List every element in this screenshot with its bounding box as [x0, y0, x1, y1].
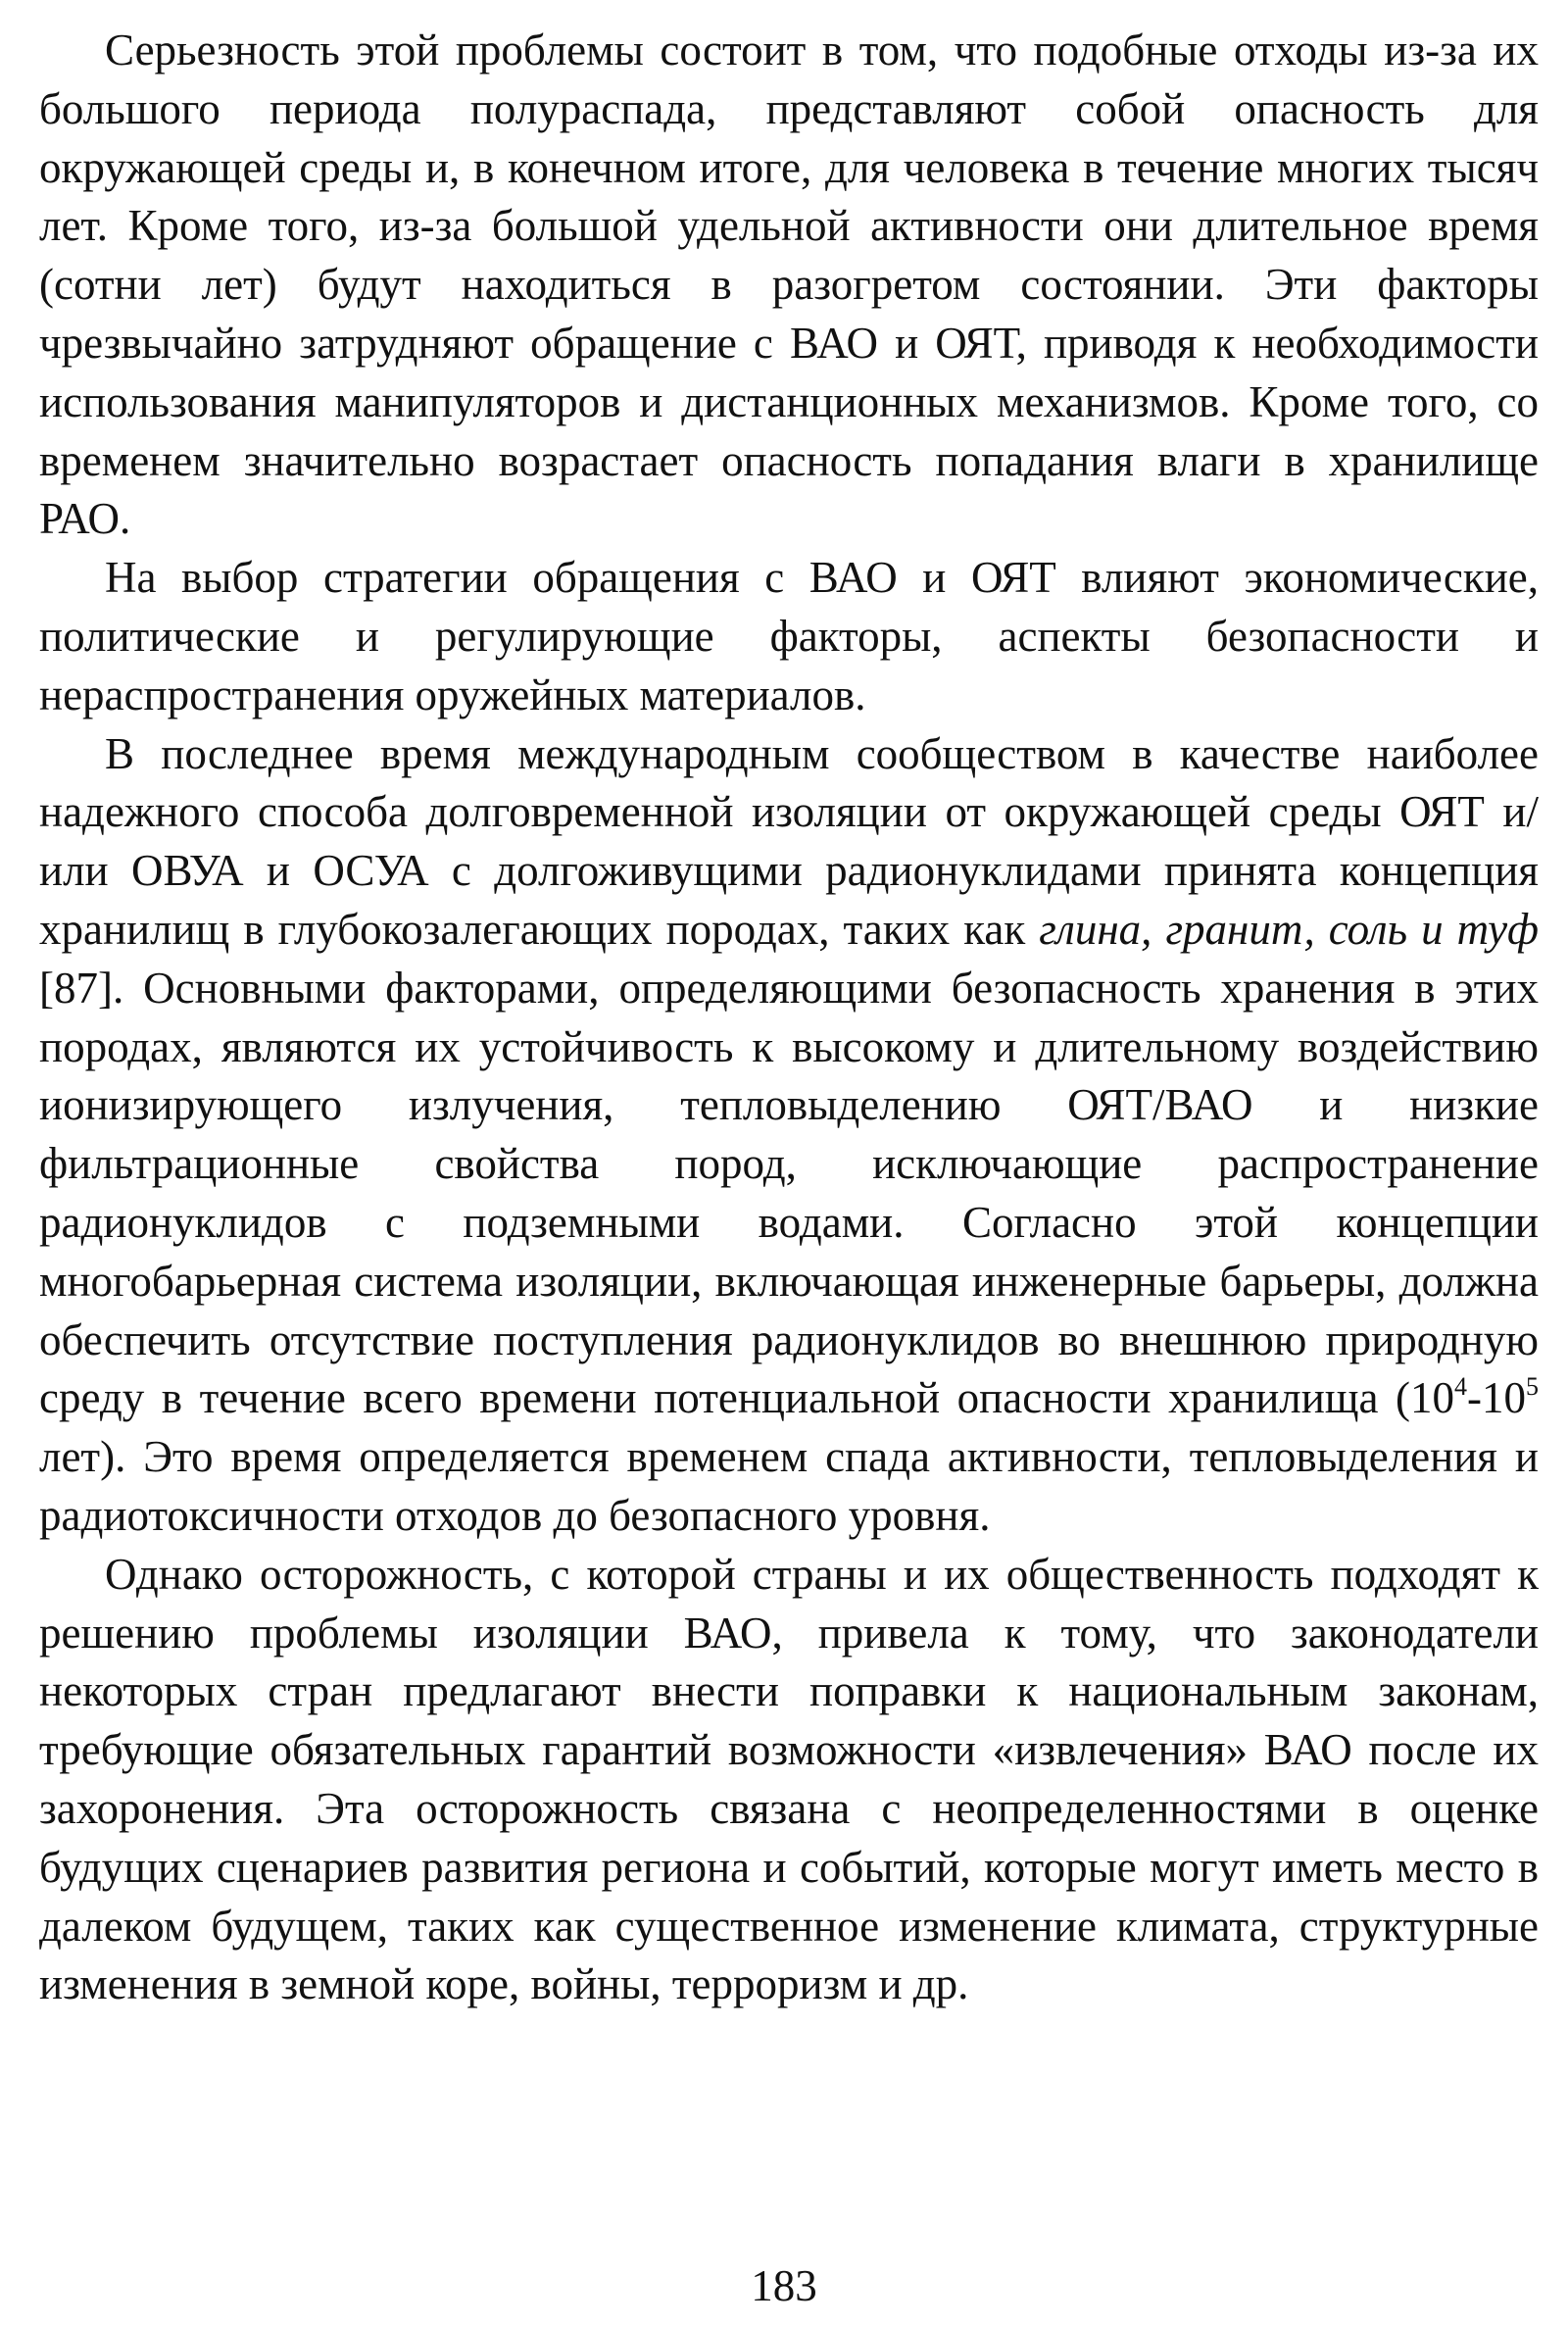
paragraph-3-text-end: лет). Это время определяется временем спада активности, тепловыделения и радиотоксичности отходов до безопасного уровня.	[39, 1432, 1539, 1540]
paragraph-3	[39, 725, 1539, 1546]
page-number: 183	[751, 2261, 817, 2310]
paragraph-3-range-dash: -10	[1467, 1373, 1526, 1423]
paragraph-3-italic-rock-types: глина, гранит, соль и туф	[1039, 904, 1539, 954]
paragraph-4-text: Однако осторожность, с которой страны и их общественность подходят к решению проблемы изоляции ВАО, привела к тому, что законодатели некоторых стран предлагают внести поправки к национальным законам, требующие обязательных гарантий возможности «извлечения» ВАО после их захоронения. Эта осторожность связана с неопределенностями в оценке будущих сценариев развития региона и событий, которые могут иметь место в далеком будущем, таких как существенное изменение климата, структурные изменения в земной коре, войны, терроризм и др.	[39, 1549, 1539, 2009]
paragraph-3-text-middle: [87]. Основными факторами, определяющими безопасность хранения в этих породах, являются их устойчивость к высокому и длительному воздействию ионизирующего излучения, тепловыделению ОЯТ/ВАО и низкие фильтрационные свойства пород, исключающие распространение радионуклидов с подземными водами. Согласно этой концепции многобарьерная система изоляции, включающая инженерные барьеры, должна обеспечить отсутствие поступления радионуклидов во внешнюю природную среду в течение всего времени потенциальной опасности хранилища (10	[39, 963, 1539, 1423]
paragraph-1-text: Серьезность этой проблемы состоит в том, что подобные отходы из-за их большого периода полураспада, представляют собой опасность для окружающей среды и, в конечном итоге, для человека в течение многих тысяч лет. Кроме того, из-за большой удельной активности они длительное время (сотни лет) будут находиться в разогретом состоянии. Эти факторы чрезвычайно затрудняют обращение с ВАО и ОЯТ, приводя к необходимости использования манипуляторов и дистанционных механизмов. Кроме того, со временем значительно возрастает опасность попадания влаги в хранилище РАО.	[39, 25, 1539, 544]
exponent-5: 5	[1526, 1372, 1539, 1402]
paragraph-4	[39, 1546, 1539, 2014]
text-body	[39, 22, 1539, 2014]
paragraph-3-text-start: В последнее время международным сообществом в качестве наиболее надежного способа долговременной изоляции от окружающей среды ОЯТ и/или ОВУА и ОСУА с долгоживущими радионуклидами принята концепция хранилищ в глубокозалегающих породах, таких как	[39, 728, 1539, 954]
paragraph-2	[39, 549, 1539, 724]
paragraph-2-text: На выбор стратегии обращения с ВАО и ОЯТ влияют экономические, политические и регулирующие факторы, аспекты безопасности и нераспространения оружейных материалов.	[39, 553, 1539, 719]
exponent-4: 4	[1454, 1372, 1467, 1402]
paragraph-1	[39, 22, 1539, 549]
